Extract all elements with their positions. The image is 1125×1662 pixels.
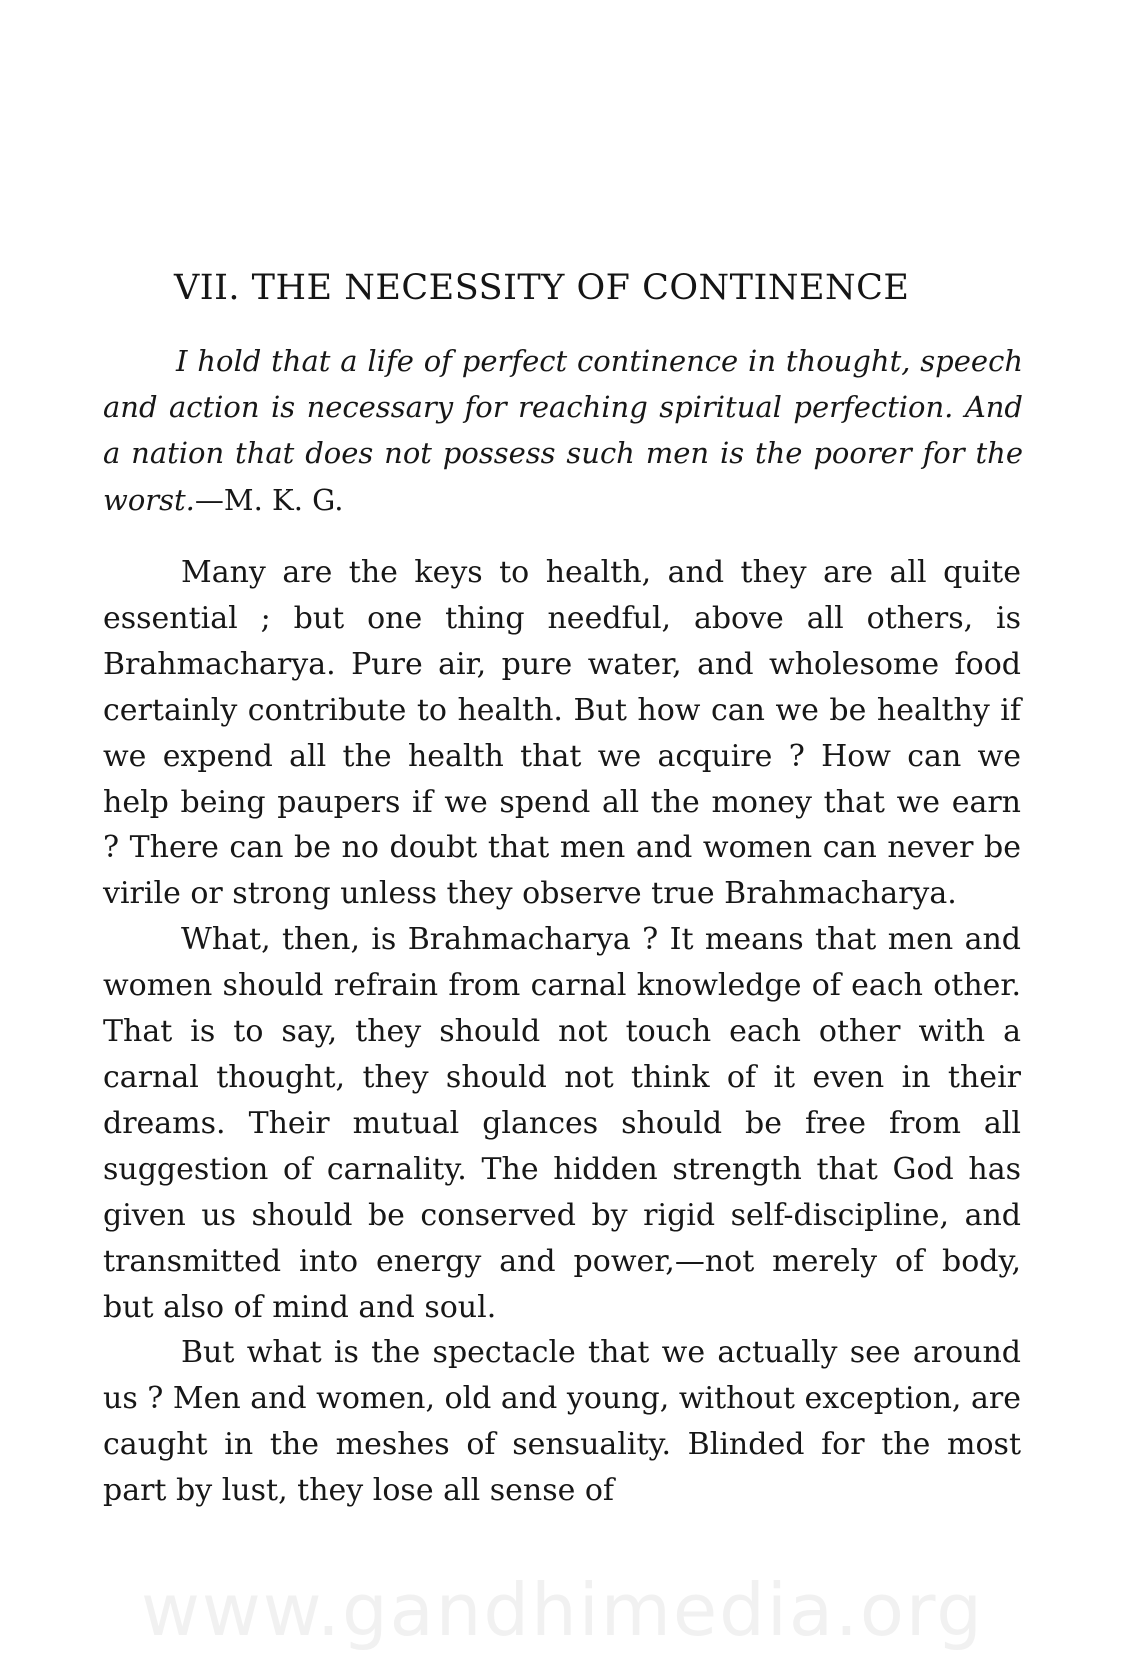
- paragraph: But what is the spectacle that we actually see around us ? Men and women, old and young, without exception, are caught in the meshes of sensuality. Blinded for the most part by lust, they lose all sense of: [103, 1335, 1021, 1509]
- watermark: www.gandhimedia.org: [141, 1568, 984, 1652]
- body-text: [103, 550, 1021, 1514]
- paragraph: What, then, is Brahmacharya ? It means that men and women should refrain from carnal knowledge of each other. That is to say, they should not touch each other with a carnal thought, they should not think of it even in their dreams. Their mutual glances should be free from all suggestion of carnality. The hidden strength that God has given us should be conserved by rigid self-discipline, and transmitted into energy and power,—not merely of body, but also of mind and soul.: [103, 922, 1021, 1325]
- chapter-title: VII. THE NECESSITY OF CONTINENCE: [174, 268, 910, 308]
- epigraph-attribution: —M. K. G.: [194, 482, 344, 517]
- epigraph: [103, 338, 1023, 523]
- paragraph: Many are the keys to health, and they are all quite essential ; but one thing needful, above all others, is Brahmacharya. Pure air, pure water, and wholesome food certainly contribute to health. But how can we be healthy if we expend all the health that we acquire ? How can we help being paupers if we spend all the money that we earn ? There can be no doubt that men and women can never be virile or strong unless they observe true Brahmacharya.: [103, 555, 1021, 912]
- epigraph-text: I hold that a life of perfect continence in thought, speech and action is necessary for reaching spiritual perfection. And a nation that does not possess such men is the poorer for the worst.: [103, 344, 1023, 517]
